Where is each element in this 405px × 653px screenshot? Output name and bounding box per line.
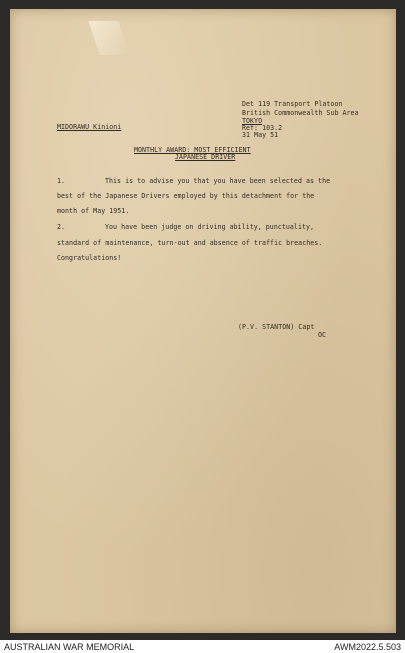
paper-crease [88, 21, 129, 55]
paragraph-2-line-3: Congratulations! [57, 254, 122, 262]
footer-institution: AUSTRALIAN WAR MEMORIAL [4, 642, 135, 652]
unit-name: Det 119 Transport Platoon [242, 100, 343, 108]
paragraph-1-number: 1. [57, 177, 66, 185]
footer-accession-number: AWM2022.5.503 [334, 642, 401, 652]
unit-area: British Commonwealth Sub Area [242, 109, 359, 117]
paragraph-2-line-1: You have been judge on driving ability, punctuality, [105, 223, 315, 231]
signatory-name: (P.V. STANTON) Capt [238, 323, 315, 331]
letter-date: 31 May 51 [242, 131, 279, 139]
paragraph-1-line-2: best of the Japanese Drivers employed by this detachment for the [57, 192, 315, 200]
paragraph-1-line-1: This is to advise you that you have been selected as the [105, 177, 331, 185]
paragraph-2-line-2: standard of maintenance, turn-out and absence of traffic breaches. [57, 239, 323, 247]
signatory-title: OC [318, 331, 327, 339]
subject-line-1: MONTHLY AWARD: MOST EFFICIENT [134, 146, 251, 154]
recipient-name: MIDORAWU Kinioni [57, 123, 122, 131]
paragraph-1-line-3: month of May 1951. [57, 207, 130, 215]
reference: Ref: 103.2 [242, 124, 283, 132]
unit-city: TOKYO [242, 117, 263, 125]
paragraph-2-number: 2. [57, 223, 66, 231]
subject-line-2: JAPANESE DRIVER [175, 153, 236, 161]
